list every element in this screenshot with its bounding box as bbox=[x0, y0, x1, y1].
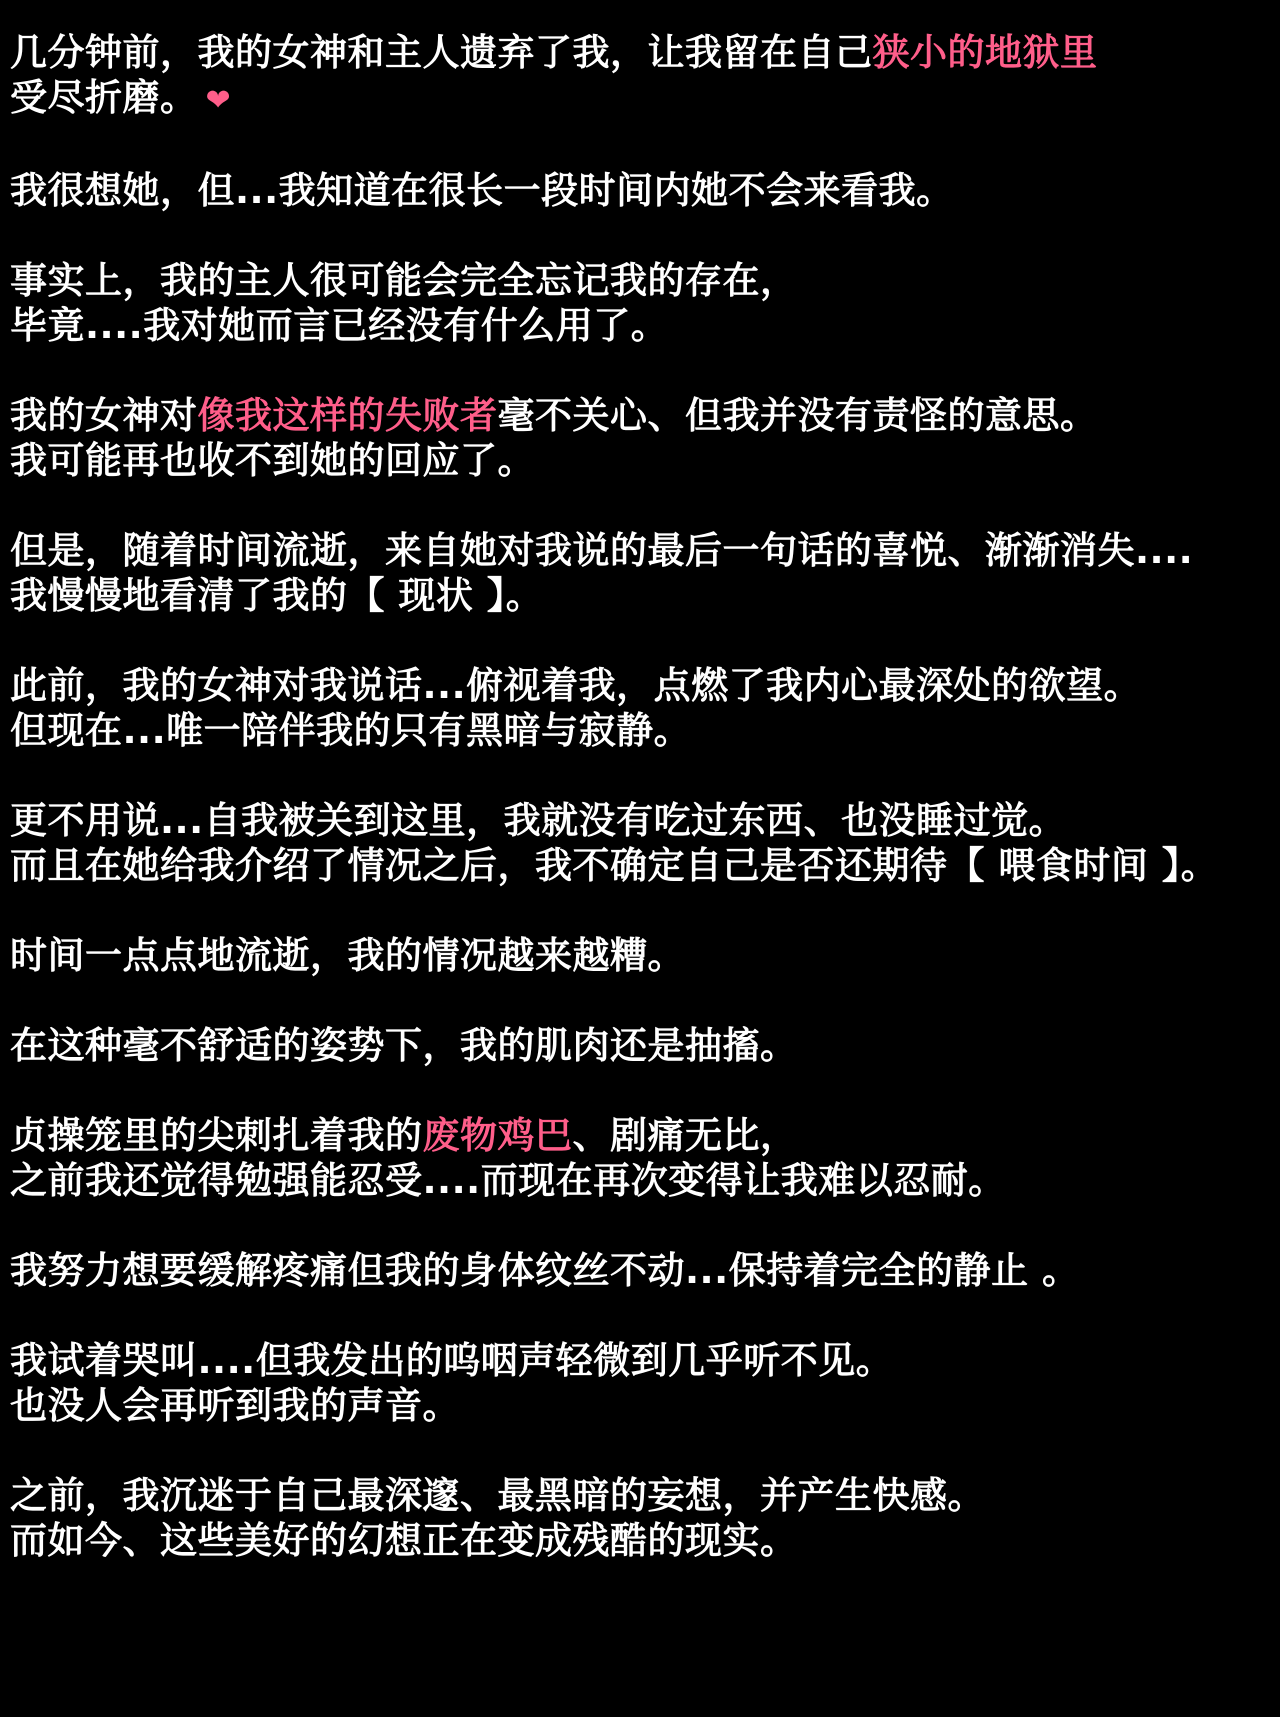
text-line bbox=[10, 258, 1275, 303]
text-segment: 我的女神对 bbox=[10, 394, 198, 437]
text-segment: 受尽折磨。 bbox=[10, 76, 198, 119]
text-line bbox=[10, 1518, 1275, 1563]
paragraph-5 bbox=[10, 528, 1275, 618]
text-segment: 事实上，我的主人很可能会完全忘记我的存在， bbox=[10, 259, 798, 302]
text-segment: 但现在...唯一陪伴我的只有黑暗与寂静。 bbox=[10, 709, 692, 752]
text-segment: 而如今、这些美好的幻想正在变成残酷的现实。 bbox=[10, 1519, 798, 1562]
text-line bbox=[10, 75, 1275, 123]
text-segment: 我很想她，但...我知道在很长一段时间内她不会来看我。 bbox=[10, 169, 954, 212]
text-segment: 我可能再也收不到她的回应了。 bbox=[10, 439, 535, 482]
text-line bbox=[10, 303, 1275, 348]
highlighted-text: 狭小的地狱里 bbox=[872, 31, 1098, 74]
paragraph-8 bbox=[10, 933, 1275, 978]
paragraph-9 bbox=[10, 1023, 1275, 1068]
text-segment: 贞操笼里的尖刺扎着我的 bbox=[10, 1114, 423, 1157]
text-segment: 而且在她给我介绍了情况之后，我不确定自己是否还期待【 喂食时间 】。 bbox=[10, 844, 1219, 887]
text-line bbox=[10, 30, 1275, 75]
paragraph-13 bbox=[10, 1473, 1275, 1563]
text-line bbox=[10, 843, 1275, 888]
text-line bbox=[10, 1023, 1275, 1068]
text-segment: 在这种毫不舒适的姿势下，我的肌肉还是抽搐。 bbox=[10, 1024, 798, 1067]
text-segment: 我努力想要缓解疼痛但我的身体纹丝不动...保持着完全的静止 。 bbox=[10, 1249, 1080, 1292]
paragraph-10 bbox=[10, 1113, 1275, 1203]
text-segment: 时间一点点地流逝，我的情况越来越糟。 bbox=[10, 934, 685, 977]
text-segment: 我试着哭叫....但我发出的呜咽声轻微到几乎听不见。 bbox=[10, 1339, 894, 1382]
text-segment: 之前我还觉得勉强能忍受....而现在再次变得让我难以忍耐。 bbox=[10, 1159, 1006, 1202]
paragraph-6 bbox=[10, 663, 1275, 753]
text-segment: 此前，我的女神对我说话...俯视着我，点燃了我内心最深处的欲望。 bbox=[10, 664, 1142, 707]
text-line bbox=[10, 438, 1275, 483]
text-segment: 几分钟前，我的女神和主人遗弃了我，让我留在自己 bbox=[10, 31, 873, 74]
text-segment: 之前，我沉迷于自己最深邃、最黑暗的妄想，并产生快感。 bbox=[10, 1474, 985, 1517]
text-line bbox=[10, 1248, 1275, 1293]
text-line bbox=[10, 1338, 1275, 1383]
text-segment: 但是，随着时间流逝，来自她对我说的最后一句话的喜悦、渐渐消失.... bbox=[10, 529, 1194, 572]
paragraph-4 bbox=[10, 393, 1275, 483]
text-line bbox=[10, 933, 1275, 978]
text-segment: 我慢慢地看清了我的【 现状 】。 bbox=[10, 574, 544, 617]
paragraph-7 bbox=[10, 798, 1275, 888]
text-line bbox=[10, 528, 1275, 573]
story-text bbox=[10, 30, 1275, 1608]
paragraph-2 bbox=[10, 168, 1275, 213]
paragraph-12 bbox=[10, 1338, 1275, 1428]
text-segment: 、剧痛无比， bbox=[572, 1114, 798, 1157]
text-segment: 更不用说...自我被关到这里，我就没有吃过东西、也没睡过觉。 bbox=[10, 799, 1067, 842]
text-line bbox=[10, 168, 1275, 213]
text-line bbox=[10, 1113, 1275, 1158]
text-line bbox=[10, 1158, 1275, 1203]
paragraph-3 bbox=[10, 258, 1275, 348]
paragraph-11 bbox=[10, 1248, 1275, 1293]
heart-icon: ❤ bbox=[205, 83, 232, 118]
text-line bbox=[10, 798, 1275, 843]
text-segment: 毫不关心、但我并没有责怪的意思。 bbox=[497, 394, 1098, 437]
text-segment: 也没人会再听到我的声音。 bbox=[10, 1384, 460, 1427]
highlighted-text: 废物鸡巴 bbox=[422, 1114, 573, 1157]
text-line bbox=[10, 573, 1275, 618]
text-line bbox=[10, 1473, 1275, 1518]
text-line bbox=[10, 708, 1275, 753]
text-line bbox=[10, 663, 1275, 708]
text-line bbox=[10, 393, 1275, 438]
text-line bbox=[10, 1383, 1275, 1428]
paragraph-1 bbox=[10, 30, 1275, 123]
text-segment: 毕竟....我对她而言已经没有什么用了。 bbox=[10, 304, 669, 347]
highlighted-text: 像我这样的失败者 bbox=[197, 394, 498, 437]
